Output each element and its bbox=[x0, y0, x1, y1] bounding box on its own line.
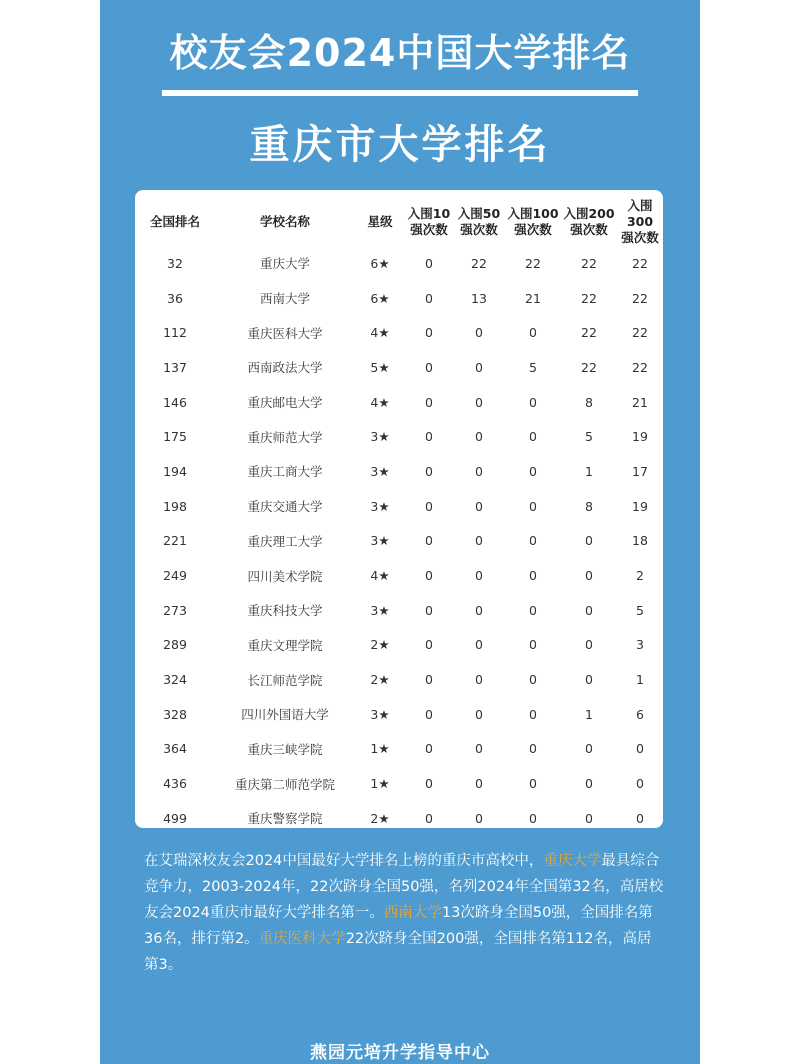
table-cell: 重庆科技大学 bbox=[247, 603, 323, 619]
table-cell: 2★ bbox=[370, 810, 390, 826]
table-cell: 21 bbox=[525, 290, 541, 306]
table-cell: 0 bbox=[425, 568, 433, 584]
table-row bbox=[135, 281, 663, 316]
table-cell: 8 bbox=[585, 394, 593, 410]
table-cell: 112 bbox=[163, 325, 187, 341]
table-cell: 0 bbox=[425, 533, 433, 549]
table-cell: 0 bbox=[475, 602, 483, 618]
table-cell: 6 bbox=[636, 706, 644, 722]
table-cell: 22 bbox=[632, 255, 648, 271]
table-cell: 长江师范学院 bbox=[247, 672, 323, 688]
table-cell: 0 bbox=[425, 463, 433, 479]
table-cell: 0 bbox=[475, 429, 483, 445]
table-cell: 0 bbox=[585, 602, 593, 618]
table-row bbox=[135, 628, 663, 663]
table-cell: 5 bbox=[636, 602, 644, 618]
table-cell: 22 bbox=[525, 255, 541, 271]
table-cell: 重庆交通大学 bbox=[247, 499, 323, 515]
table-cell: 0 bbox=[636, 776, 644, 792]
table-row bbox=[135, 766, 663, 801]
table-cell: 重庆警察学院 bbox=[247, 811, 323, 827]
table-cell: 146 bbox=[163, 394, 187, 410]
table-row bbox=[135, 419, 663, 454]
table-cell: 0 bbox=[636, 810, 644, 826]
table-cell: 四川外国语大学 bbox=[241, 707, 329, 723]
table-cell: 2 bbox=[636, 568, 644, 584]
table-cell: 21 bbox=[632, 394, 648, 410]
table-cell: 0 bbox=[475, 394, 483, 410]
table-cell: 0 bbox=[425, 359, 433, 375]
table-cell: 3★ bbox=[370, 463, 390, 479]
table-row bbox=[135, 697, 663, 732]
table-cell: 0 bbox=[475, 672, 483, 688]
table-cell: 364 bbox=[163, 741, 187, 757]
column-header: 入围100 强次数 bbox=[507, 206, 559, 237]
table-cell: 5★ bbox=[370, 359, 390, 375]
table-cell: 22 bbox=[581, 290, 597, 306]
table-cell: 499 bbox=[163, 810, 187, 826]
table-row bbox=[135, 801, 663, 836]
highlighted-school-name: 重庆大学 bbox=[543, 853, 602, 869]
table-cell: 0 bbox=[529, 429, 537, 445]
table-cell: 0 bbox=[585, 810, 593, 826]
table-cell: 0 bbox=[585, 637, 593, 653]
table-cell: 22 bbox=[581, 255, 597, 271]
table-cell: 2★ bbox=[370, 637, 390, 653]
table-cell: 0 bbox=[425, 498, 433, 514]
table-cell: 1★ bbox=[370, 741, 390, 757]
table-cell: 6★ bbox=[370, 255, 390, 271]
table-cell: 18 bbox=[632, 533, 648, 549]
table-cell: 3 bbox=[636, 637, 644, 653]
table-cell: 22 bbox=[632, 290, 648, 306]
table-cell: 221 bbox=[163, 533, 187, 549]
table-cell: 3★ bbox=[370, 498, 390, 514]
footer-text: 燕园元培升学指导中心 bbox=[310, 1043, 490, 1063]
table-cell: 3★ bbox=[370, 602, 390, 618]
table-cell: 22 bbox=[632, 325, 648, 341]
table-cell: 0 bbox=[529, 463, 537, 479]
table-cell: 0 bbox=[425, 776, 433, 792]
table-cell: 0 bbox=[425, 672, 433, 688]
table-cell: 137 bbox=[163, 359, 187, 375]
table-cell: 0 bbox=[529, 810, 537, 826]
table-cell: 西南大学 bbox=[259, 291, 310, 307]
table-cell: 0 bbox=[585, 776, 593, 792]
table-cell: 22 bbox=[581, 325, 597, 341]
description-text: 22次跻身全国200强，全国排名第112名，高居第3。 bbox=[144, 931, 652, 973]
table-cell: 3★ bbox=[370, 533, 390, 549]
table-cell: 36 bbox=[167, 290, 183, 306]
table-cell: 19 bbox=[632, 498, 648, 514]
table-row bbox=[135, 524, 663, 559]
table-row bbox=[135, 662, 663, 697]
table-cell: 4★ bbox=[370, 325, 390, 341]
table-cell: 0 bbox=[529, 706, 537, 722]
table-cell: 0 bbox=[529, 533, 537, 549]
table-cell: 32 bbox=[167, 255, 183, 271]
table-cell: 22 bbox=[632, 359, 648, 375]
table-cell: 0 bbox=[425, 810, 433, 826]
table-cell: 13 bbox=[471, 290, 487, 306]
table-cell: 0 bbox=[425, 602, 433, 618]
table-cell: 5 bbox=[529, 359, 537, 375]
table-cell: 0 bbox=[475, 325, 483, 341]
table-cell: 198 bbox=[163, 498, 187, 514]
table-cell: 0 bbox=[425, 325, 433, 341]
table-cell: 324 bbox=[163, 672, 187, 688]
table-cell: 0 bbox=[529, 568, 537, 584]
table-cell: 0 bbox=[585, 741, 593, 757]
table-cell: 0 bbox=[585, 568, 593, 584]
column-header: 入围50 强次数 bbox=[457, 206, 501, 237]
ranking-table-card bbox=[135, 190, 663, 828]
poster bbox=[100, 0, 700, 1064]
column-header: 星级 bbox=[367, 214, 393, 229]
table-cell: 0 bbox=[475, 776, 483, 792]
table-cell: 175 bbox=[163, 429, 187, 445]
table-cell: 273 bbox=[163, 602, 187, 618]
table-cell: 0 bbox=[475, 637, 483, 653]
table-cell: 0 bbox=[425, 741, 433, 757]
table-cell: 0 bbox=[529, 672, 537, 688]
ranking-table bbox=[135, 198, 663, 836]
table-cell: 重庆师范大学 bbox=[247, 429, 323, 445]
title-divider bbox=[162, 90, 638, 96]
table-header-row bbox=[135, 198, 663, 246]
table-cell: 1 bbox=[636, 672, 644, 688]
table-cell: 0 bbox=[475, 498, 483, 514]
table-cell: 重庆第二师范学院 bbox=[234, 776, 335, 792]
table-cell: 4★ bbox=[370, 568, 390, 584]
table-cell: 0 bbox=[636, 741, 644, 757]
table-cell: 3★ bbox=[370, 706, 390, 722]
table-cell: 0 bbox=[529, 325, 537, 341]
table-row bbox=[135, 350, 663, 385]
table-cell: 重庆三峡学院 bbox=[247, 741, 323, 757]
table-cell: 0 bbox=[425, 706, 433, 722]
table-cell: 0 bbox=[425, 394, 433, 410]
table-cell: 289 bbox=[163, 637, 187, 653]
table-row bbox=[135, 732, 663, 767]
table-row bbox=[135, 558, 663, 593]
page-title: 校友会2024中国大学排名 bbox=[169, 31, 631, 75]
table-cell: 194 bbox=[163, 463, 187, 479]
highlighted-school-name: 重庆医科大学 bbox=[258, 931, 346, 947]
table-cell: 17 bbox=[632, 463, 648, 479]
column-header: 学校名称 bbox=[259, 214, 310, 229]
table-cell: 4★ bbox=[370, 394, 390, 410]
table-cell: 重庆大学 bbox=[259, 256, 310, 272]
table-cell: 22 bbox=[471, 255, 487, 271]
table-cell: 0 bbox=[475, 706, 483, 722]
table-cell: 0 bbox=[425, 290, 433, 306]
table-cell: 0 bbox=[425, 255, 433, 271]
table-row bbox=[135, 593, 663, 628]
description-paragraph bbox=[144, 848, 664, 978]
table-cell: 重庆工商大学 bbox=[247, 464, 323, 480]
table-cell: 0 bbox=[475, 533, 483, 549]
table-cell: 四川美术学院 bbox=[247, 568, 323, 584]
description-text: 在艾瑞深校友会2024中国最好大学排名上榜的重庆市高校中， bbox=[144, 853, 544, 869]
table-cell: 0 bbox=[585, 533, 593, 549]
table-cell: 6★ bbox=[370, 290, 390, 306]
table-cell: 0 bbox=[529, 394, 537, 410]
table-cell: 0 bbox=[475, 810, 483, 826]
table-cell: 0 bbox=[475, 463, 483, 479]
table-cell: 0 bbox=[529, 637, 537, 653]
column-header: 入围200 强次数 bbox=[563, 206, 615, 237]
description-text: 13次跻身全国50强，全国排名第36名，排行第2。 bbox=[144, 905, 653, 947]
table-cell: 0 bbox=[529, 741, 537, 757]
table-cell: 西南政法大学 bbox=[247, 360, 323, 376]
table-cell: 5 bbox=[585, 429, 593, 445]
table-cell: 328 bbox=[163, 706, 187, 722]
table-cell: 0 bbox=[529, 498, 537, 514]
highlighted-school-name: 西南大学 bbox=[383, 905, 442, 921]
table-row bbox=[135, 246, 663, 281]
table-cell: 0 bbox=[585, 672, 593, 688]
table-row bbox=[135, 315, 663, 350]
table-cell: 重庆邮电大学 bbox=[247, 395, 323, 411]
table-cell: 1★ bbox=[370, 776, 390, 792]
table-cell: 8 bbox=[585, 498, 593, 514]
table-body bbox=[135, 246, 663, 836]
column-header: 全国排名 bbox=[149, 214, 200, 229]
page-subtitle: 重庆市大学排名 bbox=[249, 122, 551, 168]
table-row bbox=[135, 489, 663, 524]
table-cell: 3★ bbox=[370, 429, 390, 445]
table-cell: 2★ bbox=[370, 672, 390, 688]
column-header: 入围300 强次数 bbox=[621, 198, 659, 245]
table-cell: 0 bbox=[529, 776, 537, 792]
table-cell: 19 bbox=[632, 429, 648, 445]
table-cell: 0 bbox=[425, 429, 433, 445]
table-cell: 0 bbox=[425, 637, 433, 653]
table-cell: 436 bbox=[163, 776, 187, 792]
table-cell: 249 bbox=[163, 568, 187, 584]
table-cell: 重庆医科大学 bbox=[247, 325, 323, 341]
table-cell: 0 bbox=[475, 741, 483, 757]
description-text: 最具综合竞争力，2003-2024年，22次跻身全国50强，名列2024年全国第32名，高居校友会2024重庆市最好大学排名第一。 bbox=[144, 853, 664, 921]
table-row bbox=[135, 385, 663, 420]
table-cell: 0 bbox=[475, 568, 483, 584]
table-cell: 重庆理工大学 bbox=[247, 533, 323, 549]
table-cell: 1 bbox=[585, 706, 593, 722]
table-cell: 22 bbox=[581, 359, 597, 375]
table-cell: 0 bbox=[529, 602, 537, 618]
table-cell: 1 bbox=[585, 463, 593, 479]
table-row bbox=[135, 454, 663, 489]
table-cell: 重庆文理学院 bbox=[247, 637, 323, 653]
table-cell: 0 bbox=[475, 359, 483, 375]
column-header: 入围10 强次数 bbox=[407, 206, 451, 237]
